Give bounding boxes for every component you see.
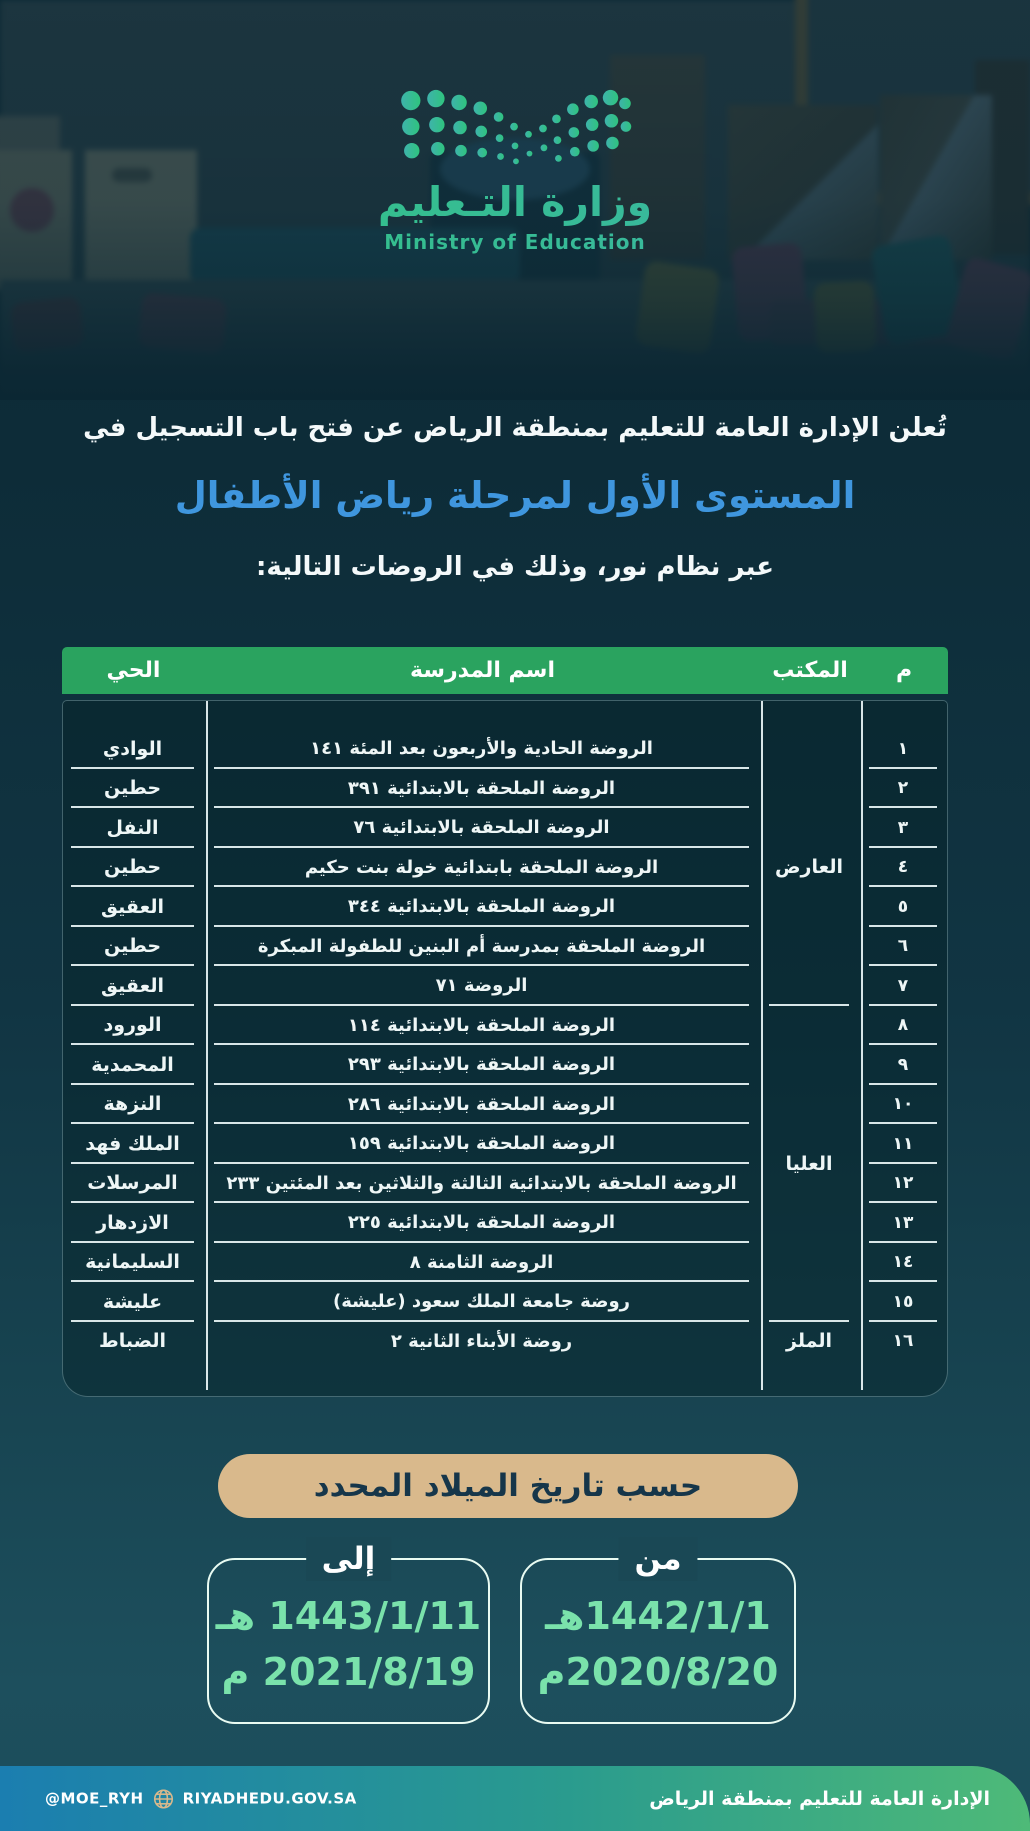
school-name: الروضة ٧١ [204, 966, 759, 1006]
footer-links [45, 1788, 357, 1809]
district-name: المرسلات [61, 1164, 204, 1204]
table-header-school: اسم المدرسة [410, 658, 555, 683]
office-name: العليا [759, 1006, 859, 1322]
district-name: العقيق [61, 887, 204, 927]
footer-bar [0, 1766, 1030, 1831]
table-header-district: الحي [106, 658, 161, 683]
district-name: الملك فهد [61, 1124, 204, 1164]
kindergarten-table [61, 729, 947, 1361]
office-name: العارض [759, 729, 859, 1006]
district-name: عليشة [61, 1282, 204, 1322]
district-name: النزهة [61, 1085, 204, 1125]
footer-department: الإدارة العامة للتعليم بمنطقة الرياض [649, 1787, 990, 1810]
date-from-label: من [618, 1537, 697, 1581]
school-name: الروضة الملحقة بابتدائية خولة بنت حكيم [204, 848, 759, 888]
table-header-office: المكتب [772, 658, 848, 683]
row-number: ١٤ [859, 1243, 947, 1283]
row-number: ١١ [859, 1124, 947, 1164]
table-row [61, 729, 947, 769]
row-number: ٩ [859, 1045, 947, 1085]
school-name: الروضة الثامنة ٨ [204, 1243, 759, 1283]
school-name: الروضة الملحقة بمدرسة أم البنين للطفولة المبكرة [204, 927, 759, 967]
school-name: روضة الأبناء الثانية ٢ [390, 1330, 573, 1352]
row-number: ٣ [859, 808, 947, 848]
table-header-number: م [895, 658, 913, 683]
row-number: ١٥ [859, 1282, 947, 1322]
school-name: الروضة الملحقة بالابتدائية ٢٢٥ [204, 1203, 759, 1243]
ministry-logo-dots-icon [397, 88, 633, 170]
footer-twitter-handle: @MOE_RYH [45, 1789, 144, 1808]
table-header [62, 647, 948, 694]
row-number: ٦ [859, 927, 947, 967]
school-table-body [62, 700, 948, 1397]
district-name: الوادي [61, 729, 204, 769]
ministry-logo [0, 88, 1030, 254]
row-number: ١ [859, 729, 947, 769]
school-name: الروضة الملحقة بالابتدائية ٣٤٤ [204, 887, 759, 927]
school-name: الروضة الملحقة بالابتدائية الثالثة والثلاثين بعد المئتين ٢٣٣ [204, 1164, 759, 1204]
district-name: حطين [61, 769, 204, 809]
district-name: الورود [61, 1006, 204, 1046]
row-number: ٢ [859, 769, 947, 809]
announcement-line-3: عبر نظام نور، وذلك في الروضات التالية: [255, 552, 775, 582]
birthdate-banner: حسب تاريخ الميلاد المحدد [218, 1454, 798, 1518]
school-name: الروضة الملحقة بالابتدائية ٢٨٦ [204, 1085, 759, 1125]
district-name: المحمدية [61, 1045, 204, 1085]
table-row [61, 1322, 947, 1362]
date-to-hijri: 1443/1/11 هـ [215, 1594, 482, 1638]
school-name: الروضة الحادية والأربعون بعد المئة ١٤١ [204, 729, 759, 769]
district-name: حطين [61, 848, 204, 888]
row-number: ١٣ [859, 1203, 947, 1243]
row-number: ٤ [859, 848, 947, 888]
row-number: ١٦ [892, 1331, 914, 1352]
school-name: الروضة الملحقة بالابتدائية ١٥٩ [204, 1124, 759, 1164]
table-row [61, 1006, 947, 1046]
school-name: الروضة الملحقة بالابتدائية ١١٤ [204, 1006, 759, 1046]
date-to-label: إلى [306, 1537, 392, 1581]
globe-icon [153, 1788, 174, 1809]
row-number: ١٠ [859, 1085, 947, 1125]
date-from-hijri: 1442/1/1هـ [545, 1594, 771, 1638]
date-from-gregorian: 2020/8/20م [537, 1650, 779, 1694]
ministry-logo-title: وزارة التـعليم [0, 178, 1030, 226]
school-name: روضة جامعة الملك سعود (عليشة) [204, 1282, 759, 1322]
row-number: ٥ [859, 887, 947, 927]
row-number: ٨ [859, 1006, 947, 1046]
district-name: السليمانية [61, 1243, 204, 1283]
ministry-logo-subtitle: Ministry of Education [0, 230, 1030, 254]
announcement-line-2: المستوى الأول لمرحلة رياض الأطفال [174, 474, 856, 517]
district-name: حطين [61, 927, 204, 967]
school-name: الروضة الملحقة بالابتدائية ٢٩٣ [204, 1045, 759, 1085]
school-name: الروضة الملحقة بالابتدائية ٣٩١ [204, 769, 759, 809]
footer-website: RIYADHEDU.GOV.SA [182, 1789, 357, 1808]
district-name: العقيق [61, 966, 204, 1006]
district-name: النفل [61, 808, 204, 848]
announcement-line-1: تُعلن الإدارة العامة للتعليم بمنطقة الرياض عن فتح باب التسجيل في [83, 413, 947, 443]
district-name: الازدهار [61, 1203, 204, 1243]
row-number: ١٢ [859, 1164, 947, 1204]
school-name: الروضة الملحقة بالابتدائية ٧٦ [204, 808, 759, 848]
row-number: ٧ [859, 966, 947, 1006]
date-box-from [520, 1541, 796, 1724]
date-box-to [207, 1541, 490, 1724]
office-name: الملز [786, 1330, 832, 1353]
district-name: الضباط [99, 1330, 166, 1353]
date-to-gregorian: 2021/8/19 م [221, 1650, 476, 1694]
